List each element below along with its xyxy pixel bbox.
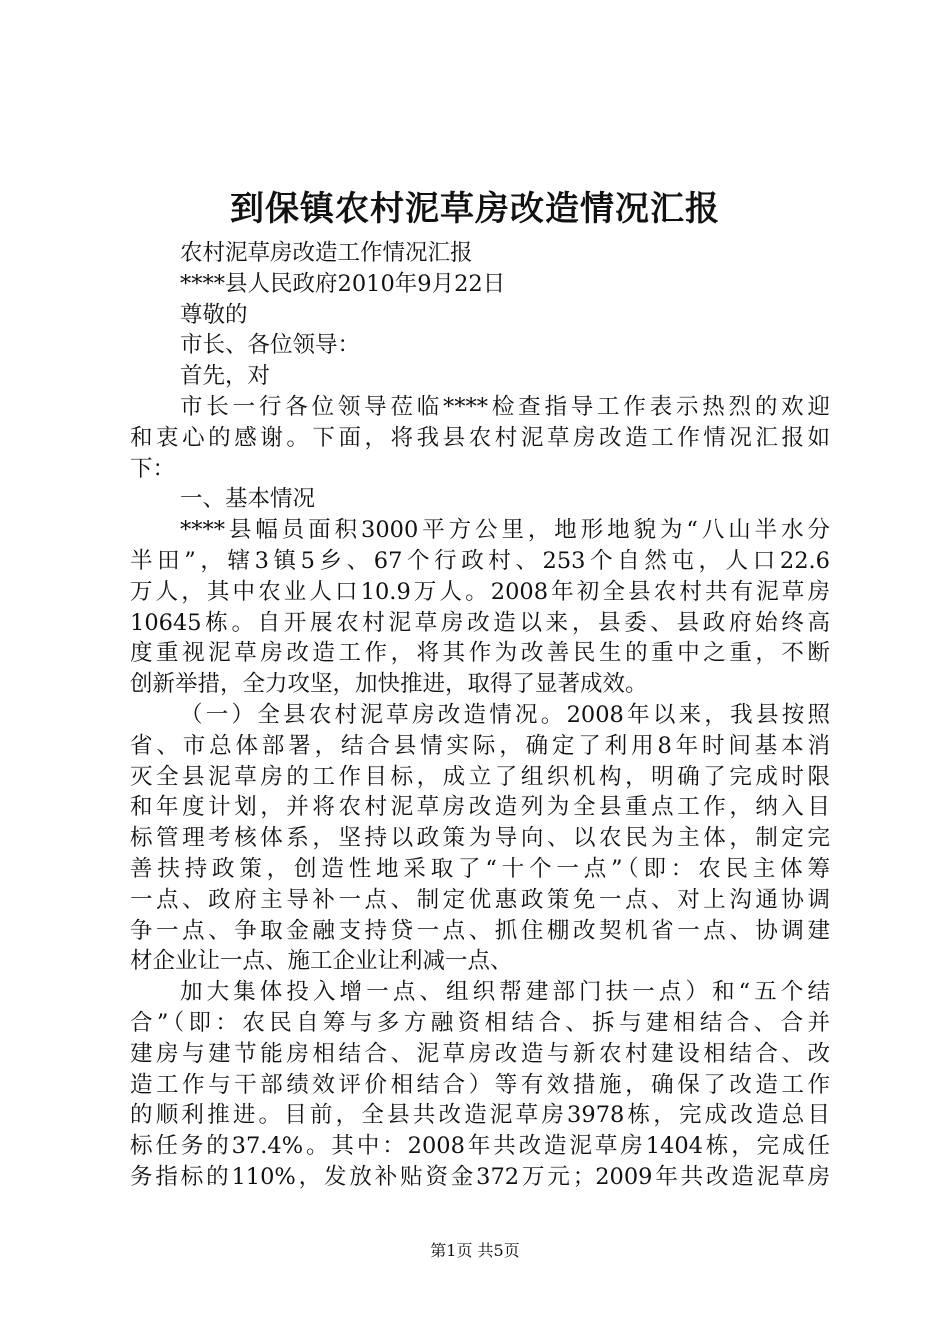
text-line: 材企业让一点、施工企业让利减一点、 — [130, 948, 513, 975]
page-number-label: 第1页 共5页 — [430, 1241, 520, 1260]
text-line: 市长、各位领导： — [180, 332, 361, 359]
text-line: 务指标的110%，发放补贴资金372万元；2009年共改造泥草房 — [130, 1163, 830, 1190]
text-line: 合”（即：农民自筹与多方融资相结合、拆与建相结合、合并 — [130, 1009, 830, 1036]
text-line: 度重视泥草房改造工作，将其作为改善民生的重中之重，不断 — [130, 640, 830, 667]
page-footer — [0, 1240, 950, 1262]
text-line: 建房与建节能房相结合、泥草房改造与新农村建设相结合、改 — [130, 1040, 830, 1067]
text-line: 10645栋。自开展农村泥草房改造以来，县委、县政府始终高 — [130, 609, 830, 636]
text-line: 省、市总体部署，结合县情实际，确定了利用8年时间基本消 — [130, 732, 830, 759]
text-line: 市长一行各位领导莅临****检查指导工作表示热烈的欢迎 — [180, 393, 830, 420]
text-line: 灭全县泥草房的工作目标，成立了组织机构，明确了完成时限 — [130, 763, 830, 790]
text-line: 尊敬的 — [180, 301, 248, 328]
text-line: 善扶持政策，创造性地采取了“十个一点”（即：农民主体筹 — [130, 855, 830, 882]
text-line: 半田”，辖3镇5乡、67个行政村、253个自然屯，人口22.6 — [130, 547, 830, 574]
text-line: （一）全县农村泥草房改造情况。2008年以来，我县按照 — [180, 701, 830, 728]
text-line: 标任务的37.4%。其中：2008年共改造泥草房1404栋，完成任 — [130, 1133, 830, 1160]
text-line: ****县人民政府2010年9月22日 — [180, 270, 506, 297]
text-line: 下： — [130, 455, 176, 482]
text-line: 一点、政府主导补一点、制定优惠政策免一点、对上沟通协调 — [130, 886, 830, 913]
text-line: 农村泥草房改造工作情况汇报 — [180, 240, 473, 266]
text-line: 首先，对 — [180, 363, 271, 390]
text-line: 造工作与干部绩效评价相结合）等有效措施，确保了改造工作 — [130, 1071, 830, 1098]
document-body — [130, 238, 830, 1193]
document-title: 到保镇农村泥草房改造情况汇报 — [230, 189, 720, 229]
text-line: 争一点、争取金融支持贷一点、抓住棚改契机省一点、协调建 — [130, 917, 830, 944]
text-line: 加大集体投入增一点、组织帮建部门扶一点）和“五个结 — [180, 979, 830, 1006]
text-line: 和年度计划，并将农村泥草房改造列为全县重点工作，纳入目 — [130, 794, 830, 821]
text-line: 万人，其中农业人口10.9万人。2008年初全县农村共有泥草房 — [130, 578, 830, 605]
text-line: 创新举措，全力攻坚，加快推进，取得了显著成效。 — [130, 671, 648, 698]
text-line: 一、基本情况 — [180, 486, 316, 513]
text-line: 标管理考核体系，坚持以政策为导向、以农民为主体，制定完 — [130, 825, 830, 852]
text-line: 的顺利推进。目前，全县共改造泥草房3978栋，完成改造总目 — [130, 1102, 830, 1129]
text-line: 和衷心的感谢。下面，将我县农村泥草房改造工作情况汇报如 — [130, 424, 830, 451]
text-line: ****县幅员面积3000平方公里，地形地貌为“八山半水分 — [180, 517, 830, 544]
